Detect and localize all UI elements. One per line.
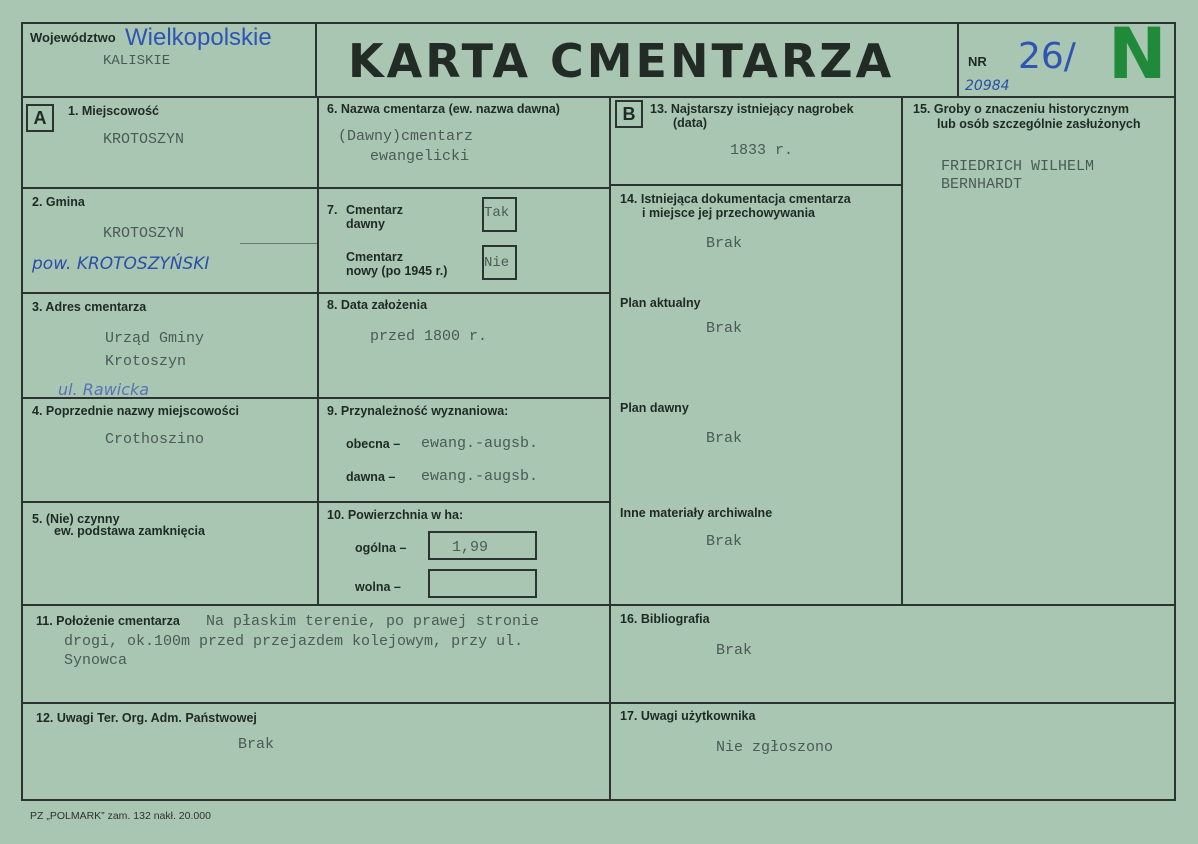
divider <box>21 501 611 503</box>
field-13-value: 1833 r. <box>730 142 794 159</box>
field-2-label: 2. Gmina <box>32 195 85 209</box>
field-9-label: 9. Przynależność wyznaniowa: <box>327 404 509 418</box>
field-15-label-line1: 15. Groby o znaczeniu historycznym <box>913 102 1130 116</box>
divider <box>21 292 611 294</box>
divider <box>317 96 319 606</box>
nr-mark: N <box>1108 13 1167 95</box>
field-3-value-line2: Krotoszyn <box>105 353 187 370</box>
divider <box>609 184 903 186</box>
field-2-value: KROTOSZYN <box>103 225 185 242</box>
field-14-value: Brak <box>706 235 743 252</box>
divider <box>957 22 959 98</box>
field-11-label: 11. Położenie cmentarza <box>36 614 180 628</box>
field-5-label-line1: 5. (Nie) czynny <box>32 512 120 526</box>
nr-value: 26/ <box>1018 36 1076 77</box>
divider <box>21 604 1176 606</box>
field-9-dawna-label: dawna – <box>346 470 396 484</box>
field-17-value: Nie zgłoszono <box>716 739 834 756</box>
section-b-marker: B <box>615 100 643 128</box>
divider-thin <box>240 243 317 244</box>
archival-materials-value: Brak <box>706 533 743 550</box>
field-12-value: Brak <box>238 736 275 753</box>
field-15-label-line2: lub osób szczególnie zasłużonych <box>937 117 1141 131</box>
divider <box>901 96 903 606</box>
field-10-wolna-box <box>428 569 537 598</box>
field-15-value-line1: FRIEDRICH WILHELM <box>941 158 1095 175</box>
divider <box>609 96 611 801</box>
field-3-value-line1: Urząd Gminy <box>105 330 205 347</box>
voivodeship-label: Województwo <box>30 30 116 45</box>
field-11-value-line1: Na płaskim terenie, po prawej stronie <box>206 613 540 630</box>
field-12-label: 12. Uwagi Ter. Org. Adm. Państwowej <box>36 711 257 725</box>
plan-dawny-value: Brak <box>706 430 743 447</box>
nr-sub-value: 20984 <box>965 78 1010 94</box>
field-11-value-line3: Synowca <box>64 652 128 669</box>
field-10-wolna-label: wolna – <box>355 580 401 594</box>
field-7-nowy-label-line2: nowy (po 1945 r.) <box>346 264 448 278</box>
field-8-label: 8. Data założenia <box>327 298 428 312</box>
field-9-obecna-label: obecna – <box>346 437 401 451</box>
field-4-label: 4. Poprzednie nazwy miejscowości <box>32 404 240 418</box>
field-14-label-line2: i miejsce jej przechowywania <box>642 206 815 220</box>
field-7-label: 7. <box>327 203 338 217</box>
field-1-label: 1. Miejscowość <box>68 104 160 118</box>
plan-dawny-label: Plan dawny <box>620 401 689 415</box>
field-14-label-line1: 14. Istniejąca dokumentacja cmentarza <box>620 192 851 206</box>
field-7-dawny-value: Tak <box>484 205 510 221</box>
field-3-handwritten: ul. Rawicka <box>58 380 150 399</box>
archival-materials-label: Inne materiały archiwalne <box>620 506 773 520</box>
field-7-dawny-label-line1: Cmentarz <box>346 203 403 217</box>
divider <box>21 187 611 189</box>
field-9-obecna-value: ewang.-augsb. <box>421 435 539 452</box>
voivodeship-value: Wielkopolskie <box>125 24 272 51</box>
field-8-value: przed 1800 r. <box>370 328 488 345</box>
field-10-ogolna-value: 1,99 <box>452 539 489 556</box>
field-6-value-line2: ewangelicki <box>370 148 470 165</box>
field-1-value: KROTOSZYN <box>103 131 185 148</box>
field-10-ogolna-label: ogólna – <box>355 541 407 555</box>
field-16-label: 16. Bibliografia <box>620 612 710 626</box>
field-16-value: Brak <box>716 642 753 659</box>
plan-aktualny-label: Plan aktualny <box>620 296 701 310</box>
field-7-nowy-label-line1: Cmentarz <box>346 250 403 264</box>
field-10-label: 10. Powierzchnia w ha: <box>327 508 464 522</box>
field-11-value-line2: drogi, ok.100m przed przejazdem kolejowym, przy ul. <box>64 633 524 650</box>
field-13-label-line1: 13. Najstarszy istniejący nagrobek <box>650 102 854 116</box>
field-5-label-line2: ew. podstawa zamknięcia <box>54 524 205 538</box>
nr-label: NR <box>968 54 987 69</box>
field-15-value-line2: BERNHARDT <box>941 176 1023 193</box>
section-a-marker: A <box>26 104 54 132</box>
divider <box>315 22 317 98</box>
field-7-nowy-value: Nie <box>484 255 510 271</box>
plan-aktualny-value: Brak <box>706 320 743 337</box>
field-6-value-line1: (Dawny)cmentarz <box>338 128 474 145</box>
field-2-handwritten: pow. KROTOSZYŃSKI <box>32 254 210 274</box>
field-6-label: 6. Nazwa cmentarza (ew. nazwa dawna) <box>327 102 560 116</box>
field-3-label: 3. Adres cmentarza <box>32 300 147 314</box>
field-7-dawny-label-line2: dawny <box>346 217 385 231</box>
field-9-dawna-value: ewang.-augsb. <box>421 468 539 485</box>
card-title: KARTA CMENTARZA <box>348 34 895 88</box>
field-17-label: 17. Uwagi użytkownika <box>620 709 756 723</box>
divider <box>21 702 1176 704</box>
divider <box>21 96 1176 98</box>
print-info: PZ „POLMARK” zam. 132 nakł. 20.000 <box>30 810 211 822</box>
field-4-value: Crothoszino <box>105 431 205 448</box>
field-13-label-line2: (data) <box>673 116 708 130</box>
old-voivodeship-value: KALISKIE <box>103 53 171 69</box>
